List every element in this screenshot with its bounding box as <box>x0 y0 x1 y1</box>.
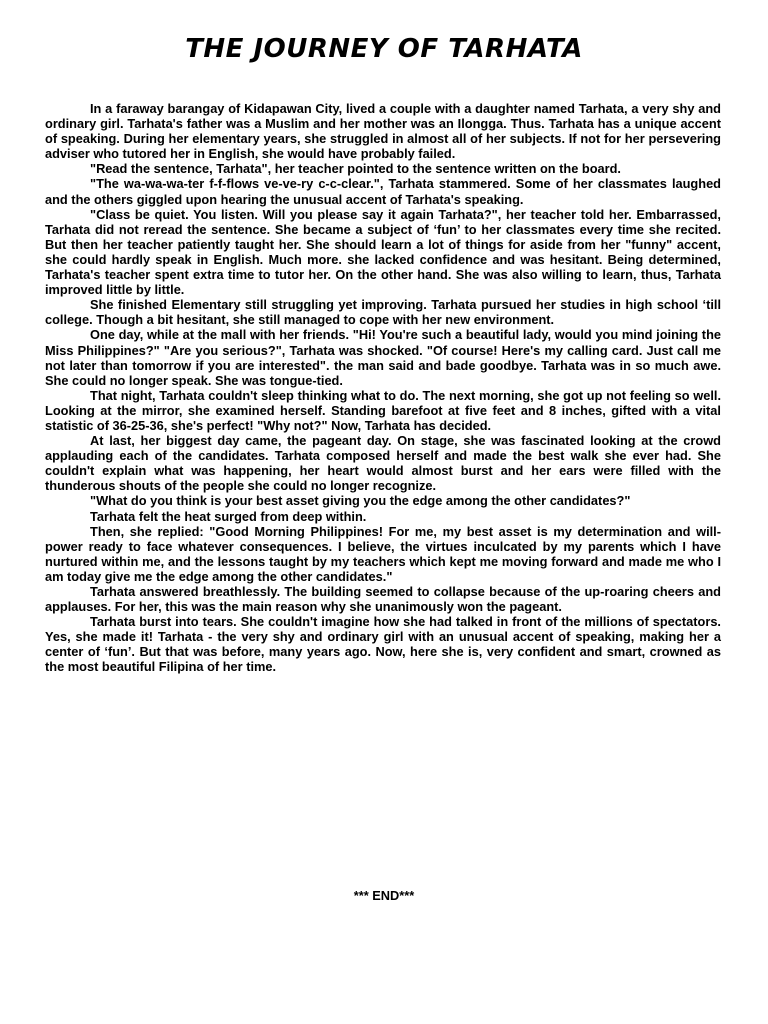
story-paragraph: She finished Elementary still struggling yet improving. Tarhata pursued her studies in high school ‘till college. Though a bit hesitant, she still managed to cope with her new environment. <box>45 297 721 328</box>
story-paragraph: "Class be quiet. You listen. Will you please say it again Tarhata?", her teacher told her. Embarrassed, Tarhata did not reread the sentence. She became a subject of ‘fun’ to her classmates every time she recited. But then her teacher patiently taught her. She should learn a lot of things for aside from her "funny" accent, she could hardly speak in English. Much more. she lacked confidence and was hesitant. Being determined, Tarhata's teacher spent extra time to tutor her. On the other hand. She was also willing to learn, thus, Tarhata improved little by little. <box>45 206 721 298</box>
story-paragraph: In a faraway barangay of Kidapawan City, lived a couple with a daughter named Tarhata, a very shy and ordinary girl. Tarhata's father was a Muslim and her mother was an Ilongga. Thus. Tarhata has a unique accent of speaking. During her elementary years, she struggled in almost all of her subjects. If not for her persevering adviser who tutored her in English, she would have probably failed. <box>45 101 721 162</box>
story-paragraph: "The wa-wa-wa-ter f-f-flows ve-ve-ry c-c-clear.", Tarhata stammered. Some of her classmates laughed and the others giggled upon hearing the unusual accent of Tarhata's speaking. <box>45 176 721 207</box>
story-body <box>45 101 721 675</box>
story-paragraph: One day, while at the mall with her friends. "Hi! You're such a beautiful lady, would you mind joining the Miss Philippines?" "Are you serious?", Tarhata was shocked. "Of course! Here's my calling card. Just call me not later than tomorrow if you are interested". the man said and bade goodbye. Tarhata was in so much awe. She could no longer speak. She was tongue-tied. <box>45 327 721 388</box>
story-paragraph: Tarhata felt the heat surged from deep within. <box>90 508 367 524</box>
story-paragraph: "Read the sentence, Tarhata", her teacher pointed to the sentence written on the board. <box>90 161 621 177</box>
document-title: THE JOURNEY OF TARHATA <box>185 34 583 64</box>
story-paragraph: "What do you think is your best asset giving you the edge among the other candidates?" <box>90 493 631 509</box>
story-paragraph: Tarhata burst into tears. She couldn't imagine how she had talked in front of the millions of spectators. Yes, she made it! Tarhata - the very shy and ordinary girl with an unusual accent of speaking, making her a center of ‘fun’. But that was before, many years ago. Now, here she is, very confident and smart, crowned as the most beautiful Filipina of her time. <box>45 614 721 675</box>
story-paragraph: Then, she replied: "Good Morning Philippines! For me, my best asset is my determination and will-power ready to face whatever consequences. I believe, the virtues inculcated by my parents which I have nurtured within me, and the lessons taught by my teachers which kept me moving forward and made me who I am today give me the edge among the other candidates." <box>45 523 721 584</box>
story-paragraph: That night, Tarhata couldn't sleep thinking what to do. The next morning, she got up not feeling so well. Looking at the mirror, she examined herself. Standing barefoot at five feet and 8 inches, gifted with a vital statistic of 36-25-36, she's perfect! "Why not?" Now, Tarhata has decided. <box>45 387 721 433</box>
story-paragraph: Tarhata answered breathlessly. The building seemed to collapse because of the up-roaring cheers and applauses. For her, this was the main reason why she unanimously won the pageant. <box>45 584 721 615</box>
story-paragraph: At last, her biggest day came, the pageant day. On stage, she was fascinated looking at the crowd applauding each of the candidates. Tarhata composed herself and made the best walk she ever had. She couldn't explain what was happening, her heart would almost burst and her ears were filled with the thunderous shouts of the people she could no longer recognize. <box>45 433 721 494</box>
end-marker: *** END*** <box>353 888 415 903</box>
